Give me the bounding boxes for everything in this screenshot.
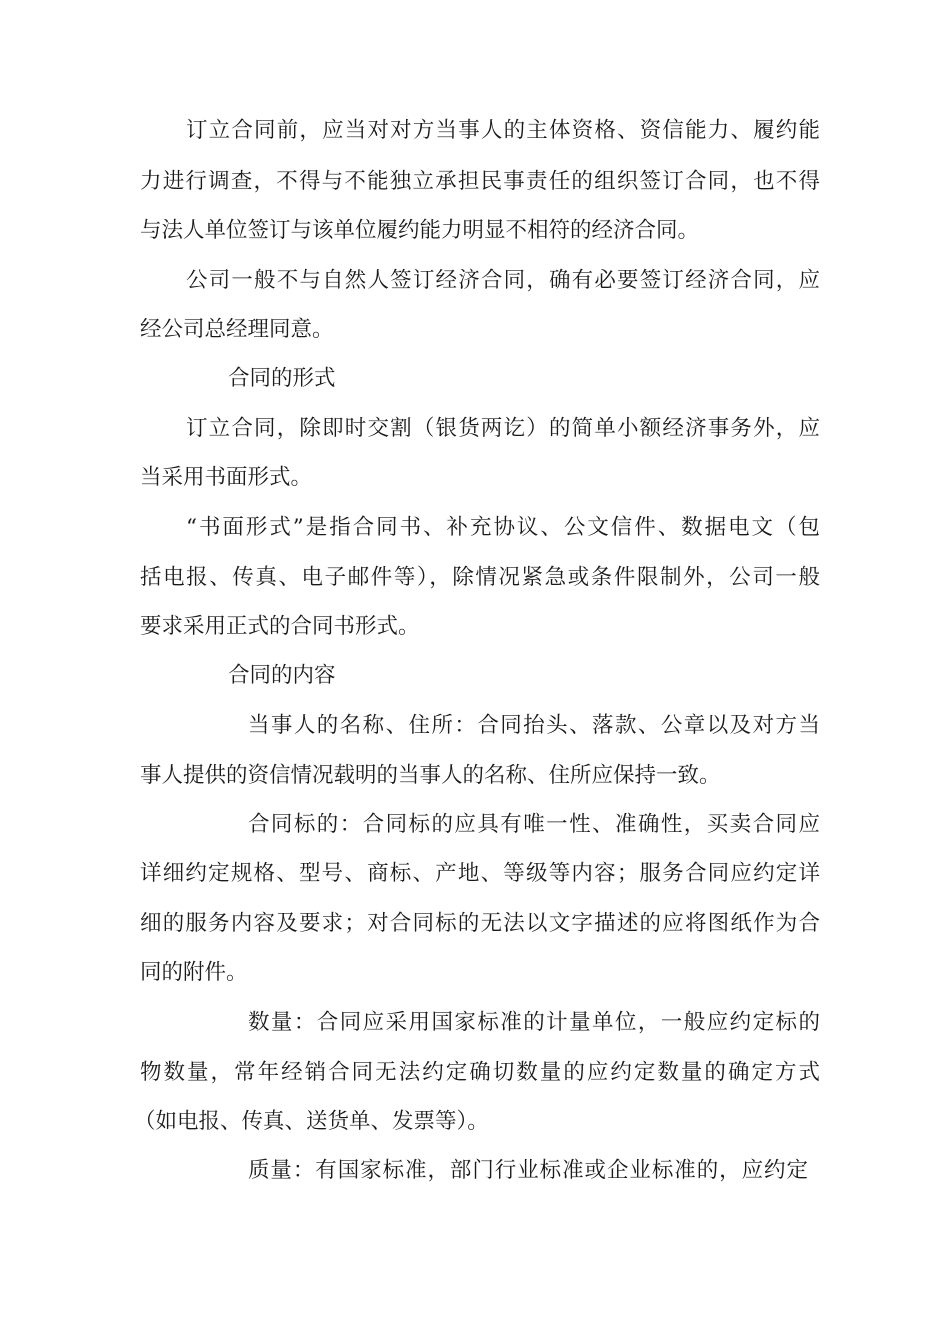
paragraph-7-line-1: 数量：合同应采用国家标准的计量单位，一般应约定标的 (248, 1010, 820, 1035)
paragraph-6-line-2: 详细约定规格、型号、商标、产地、等级等内容；服务合同应约定详 (140, 861, 820, 886)
paragraph-3-line-2: 当采用书面形式。 (140, 465, 313, 490)
paragraph-8-line-1: 质量：有国家标准，部门行业标准或企业标准的，应约定 (248, 1158, 808, 1183)
paragraph-4-line-1: “书面形式”是指合同书、补充协议、公文信件、数据电文（包 (186, 515, 820, 540)
section-heading-form: 合同的形式 (228, 366, 336, 391)
paragraph-7-line-3: （如电报、传真、送货单、发票等）。 (134, 1109, 489, 1134)
paragraph-4-line-2: 括电报、传真、电子邮件等），除情况紧急或条件限制外，公司一般 (140, 565, 820, 590)
paragraph-1-line-3: 与法人单位签订与该单位履约能力明显不相符的经济合同。 (140, 218, 700, 243)
paragraph-6-line-4: 同的附件。 (140, 960, 248, 985)
paragraph-7-line-2: 物数量，常年经销合同无法约定确切数量的应约定数量的确定方式 (140, 1060, 820, 1085)
section-heading-content: 合同的内容 (228, 663, 336, 688)
paragraph-6-line-3: 细的服务内容及要求；对合同标的无法以文字描述的应将图纸作为合 (140, 911, 820, 936)
paragraph-5-line-1: 当事人的名称、住所：合同抬头、落款、公章以及对方当 (248, 713, 820, 738)
paragraph-2-line-1: 公司一般不与自然人签订经济合同，确有必要签订经济合同，应 (186, 268, 820, 293)
paragraph-5-line-2: 事人提供的资信情况载明的当事人的名称、住所应保持一致。 (140, 763, 721, 788)
paragraph-3-line-1: 订立合同，除即时交割（银货两讫）的简单小额经济事务外，应 (186, 416, 820, 441)
paragraph-2-line-2: 经公司总经理同意。 (140, 317, 334, 342)
paragraph-1-line-2: 力进行调查，不得与不能独立承担民事责任的组织签订合同，也不得 (140, 169, 820, 194)
paragraph-1-line-1: 订立合同前，应当对对方当事人的主体资格、资信能力、履约能 (186, 118, 820, 143)
paragraph-4-line-3: 要求采用正式的合同书形式。 (140, 614, 420, 639)
paragraph-6-line-1: 合同标的：合同标的应具有唯一性、准确性，买卖合同应 (248, 812, 820, 837)
